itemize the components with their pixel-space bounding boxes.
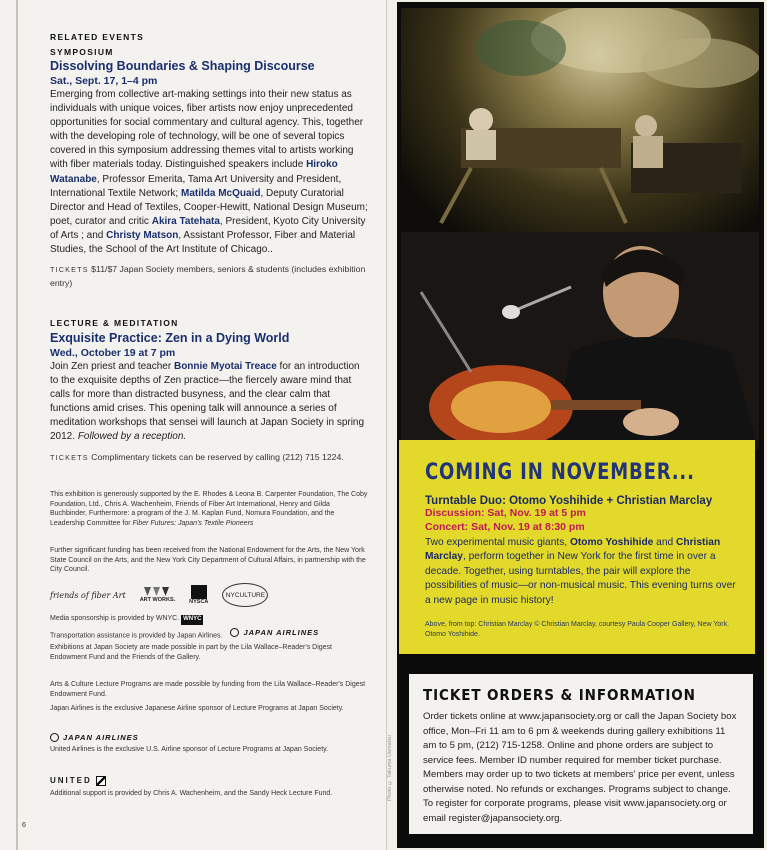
photo-christian-marclay-turntables	[401, 8, 759, 240]
event-description: Two experimental music giants, Otomo Yoshihide and Christian Marclay, perform together in New York for the first time in over a decade. Together, using turntables, the pair will explore the possibilities of music—or non-musical music. This evening turns over a new page in music history!	[425, 537, 736, 606]
jal-sponsor-credit: Japan Airlines is the exclusive Japanese Airline sponsor of Lecture Programs at Japan Society.	[50, 705, 344, 712]
photo-credit-vertical: Photo © Takuma Uematsu	[387, 735, 393, 802]
symposium-date: Sat., Sept. 17, 1–4 pm	[50, 75, 158, 87]
united-sponsor-credit: United Airlines is the exclusive U.S. Airline sponsor of Lecture Programs at Japan Society.	[50, 746, 329, 753]
page-number: 6	[22, 822, 26, 829]
nyc-culture-logo: NYCULTURE	[222, 583, 268, 607]
concert-date: Concert: Sat, Nov. 19 at 8:30 pm	[425, 520, 585, 533]
lecture-tickets: TICKETS Complimentary tickets can be reserved by calling (212) 715 1224.	[50, 451, 344, 462]
ticket-info-box	[409, 674, 753, 834]
lecture-kicker: LECTURE & MEDITATION	[50, 318, 179, 328]
friends-of-fiber-art-logo: friends of fiber Art	[50, 590, 126, 600]
lecture-date: Wed., October 19 at 7 pm	[50, 347, 176, 359]
symposium-kicker: SYMPOSIUM	[50, 47, 114, 57]
artist-name: Otomo Yoshihide	[569, 537, 654, 548]
related-events-heading: RELATED EVENTS	[50, 32, 145, 42]
jal-crane-icon	[230, 628, 239, 637]
event-title: Turntable Duo: Otomo Yoshihide + Christian Marclay	[425, 495, 713, 507]
wnyc-logo: WNYC	[181, 615, 203, 625]
coming-in-november-box	[399, 440, 755, 654]
binding-line	[16, 0, 18, 850]
jal-crane-icon	[50, 733, 59, 742]
additional-support-credit: Additional support is provided by Chris A. Wachenheim, and the Sandy Heck Lecture Fund.	[50, 790, 333, 797]
nysca-logo: NYSCA	[189, 585, 208, 605]
lecture-title: Exquisite Practice: Zen in a Dying World	[50, 331, 290, 345]
ticket-text: Order tickets online at www.japansociety.org or call the Japan Society box office, Mon–Fri 11 am to 6 pm & weekends during gallery exhibitions 11 am to 5 pm, (212) 715-1258. Online and phone orders are subject to service fees. Member ID number required for member ticket purchase. Members may order up to two tickets at members' price per event, unless otherwise noted. No refunds or exchanges. Programs subject to change. To register for corporate programs, please visit www.japansociety.org or email register@japansociety.org.	[423, 711, 737, 824]
speaker-name: Christy Matson	[106, 229, 179, 241]
art-works-logo: ART WORKS.	[140, 587, 175, 603]
photo-credit: Above, from top: Christian Marclay © Christian Marclay, courtesy Paula Cooper Gallery, New York. Otomo Yoshihide.	[425, 621, 730, 638]
symposium-body: Emerging from collective art-making settings into their new status as individuals with unique voices, fiber artists now enjoy unprecedented opportunities for social commentary and cultural agency. This, together with the developing role of technology, will be one of several topics covered in this symposium addressing themes vital to artists working with fiber materials today. Distinguished speakers include Hiroko Watanabe, Professor Emerita, Tama Art University and President, International Textile Network; Matilda McQuaid, Deputy Curatorial Director and Head of Textiles, Cooper-Hewitt, National Design Museum; poet, curator and critic Akira Tatehata, President, Kyoto City University of Arts ; and Christy Matson, Assistant Professor, Fiber and Material Studies, the School of the Art Institute of Chicago..	[50, 89, 368, 256]
united-globe-icon	[96, 776, 106, 786]
discussion-date: Discussion: Sat, Nov. 19 at 5 pm	[425, 507, 586, 519]
jal-logo-2: JAPAN AIRLINES	[50, 729, 368, 747]
speaker-name: Hiroko Watanabe	[50, 159, 338, 185]
ticket-title: TICKET ORDERS & INFORMATION	[423, 686, 696, 704]
lecture-section	[50, 318, 368, 464]
lecture-body: Join Zen priest and teacher Bonnie Myotai Treace for an introduction to the exquisite depths of Zen practice—the fiercely aware mind that calls for more than distracted busyness, and the clear calm that functions amid crises. This opening talk will announce a series of meditation workshops that sensei will launch at Japan Society in spring 2012. Followed by a reception.	[50, 361, 365, 443]
jal-logo: JAPAN AIRLINES	[230, 628, 319, 638]
media-sponsor-line: Media sponsorship is provided by WNYC. WNYC	[50, 614, 368, 625]
artist-name: Christian Marclay	[425, 537, 721, 563]
coming-headline: COMING IN NOVEMBER...	[425, 460, 695, 485]
sponsor-logos	[50, 580, 360, 610]
symposium-tickets: TICKETS $11/$7 Japan Society members, seniors & students (includes exhibition entry)	[50, 264, 366, 288]
speaker-name: Akira Tatehata	[151, 215, 220, 227]
symposium-title: Dissolving Boundaries & Shaping Discourse	[50, 59, 315, 73]
teacher-name: Bonnie Myotai Treace	[173, 361, 277, 372]
wallace-credit: Exhibitions at Japan Society are made possible in part by the Lila Wallace–Reader's Digest Endowment Fund and the Friends of the Gallery.	[50, 644, 333, 661]
photo-otomo-yoshihide-guitar	[401, 232, 759, 450]
funding-credit: Further significant funding has been received from the National Endowment for the Arts, the New York State Council on the Arts, and the New York City Department of Cultural Affairs, in partnership with the City Council.	[50, 547, 366, 574]
exhibition-support-credit: This exhibition is generously supported by the E. Rhodes & Leona B. Carpenter Foundation, The Coby Foundation, Ltd., Chris A. Wachenheim, Friends of Fiber Art International, Henry and Gilda Buchbinder, Furthermore: a program of the J. M. Kaplan Fund, Nomura Foundation, and the Leadership Committee for Fiber Futures: Japan's Textile Pioneers	[50, 491, 368, 527]
related-events-section	[50, 32, 368, 289]
united-logo: UNITED	[50, 770, 368, 788]
transport-line: Transportation assistance is provided by Japan Airlines. JAPAN AIRLINES	[50, 628, 320, 640]
arts-culture-credit: Arts & Culture Lecture Programs are made possible by funding from the Lila Wallace–Reader's Digest Endowment Fund.	[50, 681, 366, 698]
speaker-name: Matilda McQuaid	[181, 187, 261, 199]
